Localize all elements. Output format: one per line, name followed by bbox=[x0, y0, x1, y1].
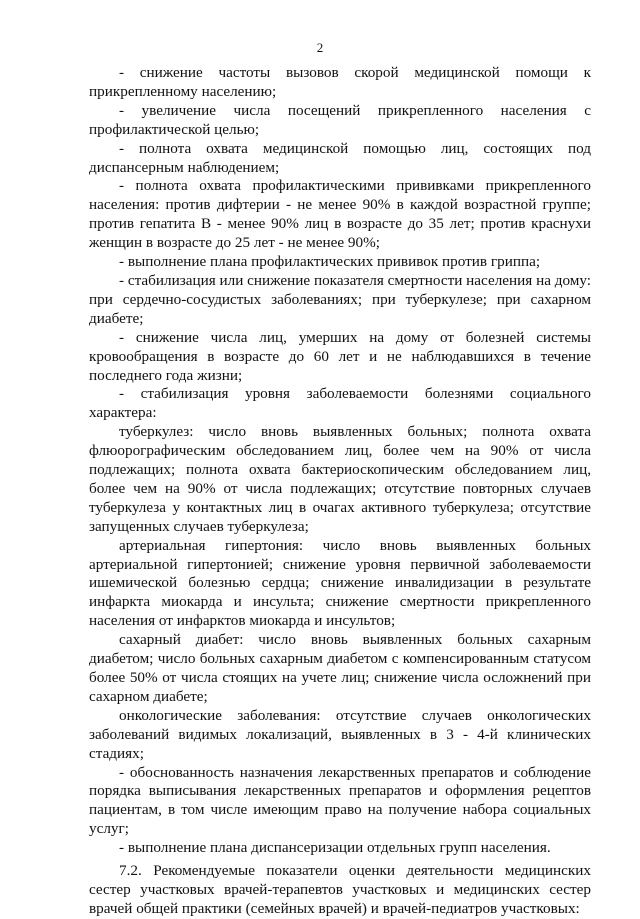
paragraph: - стабилизация уровня заболеваемости болезнями социального характера: bbox=[89, 385, 591, 422]
paragraph: онкологические заболевания: отсутствие случаев онкологических заболеваний видимых локализаций, выявленных в 3 - 4-й клинических стадиях; bbox=[89, 706, 591, 762]
section-paragraph: 7.2. Рекомендуемые показатели оценки деятельности медицинских сестер участковых врачей-терапевтов участковых и медицинских сестер врачей общей практики (семейных врачей) и врачей-педиатров участковых: bbox=[89, 862, 591, 917]
paragraph: - выполнение плана профилактических прививок против гриппа; bbox=[119, 253, 541, 271]
paragraph: туберкулез: число вновь выявленных больных; полнота охвата флюорографическим обследованием лиц, более чем на 90% от числа подлежащих; полнота охвата бактериоскопическим обследованием лиц, более чем на 90% от числа подлежащих; отсутствие повторных случаев туберкулеза у контактных лиц в очагах активного туберкулеза; отсутствие запущенных случаев туберкулеза; bbox=[89, 423, 591, 535]
paragraph: сахарный диабет: число вновь выявленных больных сахарным диабетом; число больных сахарным диабетом с компенсированным статусом более 50% от числа стоящих на учете лиц; снижение числа осложнений при сахарном диабете; bbox=[89, 631, 591, 705]
document-body bbox=[89, 64, 591, 919]
paragraph: - увеличение числа посещений прикрепленного населения с профилактической целью; bbox=[89, 101, 591, 138]
paragraph: - полнота охвата медицинской помощью лиц, состоящих под диспансерным наблюдением; bbox=[89, 139, 591, 176]
paragraph: - выполнение плана диспансеризации отдельных групп населения. bbox=[119, 839, 551, 857]
paragraph: артериальная гипертония: число вновь выявленных больных артериальной гипертонией; снижение уровня первичной заболеваемости ишемической болезнью сердца; снижение инвалидизации в результате инфаркта миокарда и инсульта; снижение смертности прикрепленного населения от инфарктов миокарда и инсультов; bbox=[89, 536, 591, 630]
paragraph: - полнота охвата профилактическими прививками прикрепленного населения: против дифтерии - не менее 90% в каждой возрастной группе; против гепатита В - менее 90% лиц в возрасте до 35 лет; против краснухи женщин в возрасте до 25 лет - не менее 90%; bbox=[89, 177, 591, 252]
paragraph: - обоснованность назначения лекарственных препаратов и соблюдение порядка выписывания лекарственных препаратов и оформления рецептов пациентам, в том числе имеющим право на получение набора социальных услуг; bbox=[89, 763, 591, 838]
paragraph: - снижение частоты вызовов скорой медицинской помощи к прикрепленному населению; bbox=[89, 64, 591, 100]
paragraph: - снижение числа лиц, умерших на дому от болезней системы кровообращения в возрасте до 60 лет и не наблюдавшихся в течение последнего года жизни; bbox=[89, 328, 591, 384]
paragraph: - стабилизация или снижение показателя смертности населения на дому: при сердечно-сосудистых заболеваниях; при туберкулезе; при сахарном диабете; bbox=[89, 271, 591, 327]
page-number: 2 bbox=[316, 40, 324, 55]
